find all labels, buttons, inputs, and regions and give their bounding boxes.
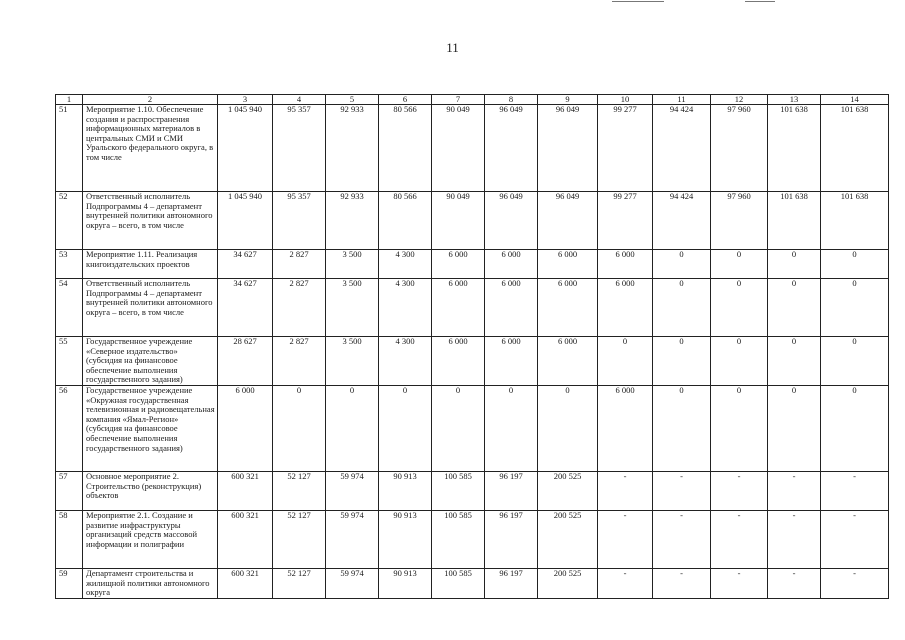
value-cell-col-12: -	[711, 569, 768, 599]
value-cell-col-14: 0	[821, 337, 889, 386]
value-cell-col-4: 2 827	[273, 279, 326, 337]
value-cell-col-12: 0	[711, 250, 768, 279]
table-row	[56, 386, 889, 472]
value-cell-col-12: 97 960	[711, 192, 768, 250]
value-cell-col-9: 6 000	[538, 337, 598, 386]
description-cell: Мероприятие 1.10. Обеспечение создания и распространения информационных материалов в центральных СМИ и СМИ Уральского федерального округа, в том числе	[83, 105, 218, 192]
value-cell-col-9: 96 049	[538, 105, 598, 192]
value-cell-col-10: -	[598, 569, 653, 599]
description-cell: Департамент строительства и жилищной политики автономного округа	[83, 569, 218, 599]
value-cell-col-10: 99 277	[598, 192, 653, 250]
value-cell-col-6: 4 300	[379, 279, 432, 337]
header-cell-col-9: 9	[538, 95, 598, 105]
table-row	[56, 250, 889, 279]
row-number-cell: 57	[56, 472, 83, 511]
value-cell-col-12: -	[711, 511, 768, 569]
value-cell-col-13: 101 638	[768, 192, 821, 250]
value-cell-col-4: 2 827	[273, 337, 326, 386]
value-cell-col-13: 0	[768, 250, 821, 279]
value-cell-col-9: 200 525	[538, 511, 598, 569]
value-cell-col-13: 0	[768, 386, 821, 472]
table-row	[56, 279, 889, 337]
value-cell-col-6: 4 300	[379, 250, 432, 279]
row-number-cell: 52	[56, 192, 83, 250]
value-cell-col-7: 90 049	[432, 192, 485, 250]
header-cell-col-5: 5	[326, 95, 379, 105]
value-cell-col-9: 0	[538, 386, 598, 472]
value-cell-col-10: 6 000	[598, 386, 653, 472]
value-cell-col-5: 3 500	[326, 279, 379, 337]
value-cell-col-11: 0	[653, 250, 711, 279]
value-cell-col-7: 6 000	[432, 337, 485, 386]
value-cell-col-6: 90 913	[379, 511, 432, 569]
header-cell-col-10: 10	[598, 95, 653, 105]
value-cell-col-7: 100 585	[432, 472, 485, 511]
value-cell-col-4: 0	[273, 386, 326, 472]
value-cell-col-13: -	[768, 569, 821, 599]
value-cell-col-9: 6 000	[538, 279, 598, 337]
value-cell-col-9: 200 525	[538, 472, 598, 511]
value-cell-col-8: 6 000	[485, 279, 538, 337]
value-cell-col-7: 100 585	[432, 511, 485, 569]
value-cell-col-10: 6 000	[598, 279, 653, 337]
header-cell-col-3: 3	[218, 95, 273, 105]
description-cell: Государственное учреждение «Северное издательство» (субсидия на финансовое обеспечение выполнения государственного задания)	[83, 337, 218, 386]
description-cell: Основное мероприятие 2. Строительство (реконструкция) объектов	[83, 472, 218, 511]
header-cell-col-2: 2	[83, 95, 218, 105]
description-cell: Ответственный исполнитель Подпрограммы 4 – департамент внутренней политики автономного округа – всего, в том числе	[83, 279, 218, 337]
table-body	[56, 95, 889, 599]
header-cell-col-1: 1	[56, 95, 83, 105]
value-cell-col-14: 101 638	[821, 105, 889, 192]
value-cell-col-12: 0	[711, 386, 768, 472]
value-cell-col-8: 96 049	[485, 105, 538, 192]
value-cell-col-10: 0	[598, 337, 653, 386]
value-cell-col-11: 94 424	[653, 192, 711, 250]
scan-mark-top-right	[612, 1, 664, 2]
header-cell-col-4: 4	[273, 95, 326, 105]
value-cell-col-6: 4 300	[379, 337, 432, 386]
row-number-cell: 54	[56, 279, 83, 337]
value-cell-col-6: 90 913	[379, 472, 432, 511]
value-cell-col-14: -	[821, 472, 889, 511]
value-cell-col-7: 90 049	[432, 105, 485, 192]
value-cell-col-9: 96 049	[538, 192, 598, 250]
value-cell-col-13: 0	[768, 279, 821, 337]
value-cell-col-12: -	[711, 472, 768, 511]
value-cell-col-12: 97 960	[711, 105, 768, 192]
value-cell-col-12: 0	[711, 337, 768, 386]
value-cell-col-8: 96 197	[485, 511, 538, 569]
header-row	[56, 95, 889, 105]
value-cell-col-8: 6 000	[485, 337, 538, 386]
value-cell-col-9: 200 525	[538, 569, 598, 599]
value-cell-col-5: 92 933	[326, 192, 379, 250]
row-number-cell: 55	[56, 337, 83, 386]
value-cell-col-5: 3 500	[326, 250, 379, 279]
value-cell-col-11: 0	[653, 386, 711, 472]
value-cell-col-10: -	[598, 472, 653, 511]
value-cell-col-3: 600 321	[218, 569, 273, 599]
header-cell-col-14: 14	[821, 95, 889, 105]
value-cell-col-13: -	[768, 472, 821, 511]
value-cell-col-11: 0	[653, 279, 711, 337]
page-number: 11	[446, 40, 459, 55]
row-number-cell: 59	[56, 569, 83, 599]
value-cell-col-3: 1 045 940	[218, 192, 273, 250]
table-row	[56, 337, 889, 386]
value-cell-col-7: 100 585	[432, 569, 485, 599]
description-cell: Государственное учреждение «Окружная государственная телевизионная и радиовещательная компания «Ямал-Регион» (субсидия на финансовое обеспечение выполнения государственного задания)	[83, 386, 218, 472]
value-cell-col-7: 6 000	[432, 250, 485, 279]
value-cell-col-13: 0	[768, 337, 821, 386]
value-cell-col-13: 101 638	[768, 105, 821, 192]
value-cell-col-11: -	[653, 569, 711, 599]
value-cell-col-10: 99 277	[598, 105, 653, 192]
row-number-cell: 53	[56, 250, 83, 279]
table-row	[56, 569, 889, 599]
value-cell-col-14: -	[821, 511, 889, 569]
value-cell-col-6: 90 913	[379, 569, 432, 599]
value-cell-col-10: -	[598, 511, 653, 569]
value-cell-col-12: 0	[711, 279, 768, 337]
value-cell-col-9: 6 000	[538, 250, 598, 279]
value-cell-col-3: 1 045 940	[218, 105, 273, 192]
row-number-cell: 58	[56, 511, 83, 569]
budget-table	[55, 94, 889, 599]
value-cell-col-6: 80 566	[379, 192, 432, 250]
value-cell-col-3: 28 627	[218, 337, 273, 386]
value-cell-col-13: -	[768, 511, 821, 569]
value-cell-col-6: 80 566	[379, 105, 432, 192]
value-cell-col-11: -	[653, 511, 711, 569]
description-cell: Ответственный исполнитель Подпрограммы 4 – департамент внутренней политики автономного округа – всего, в том числе	[83, 192, 218, 250]
value-cell-col-3: 600 321	[218, 511, 273, 569]
value-cell-col-8: 96 049	[485, 192, 538, 250]
value-cell-col-10: 6 000	[598, 250, 653, 279]
table-row	[56, 192, 889, 250]
value-cell-col-3: 34 627	[218, 250, 273, 279]
value-cell-col-8: 0	[485, 386, 538, 472]
value-cell-col-8: 96 197	[485, 472, 538, 511]
value-cell-col-4: 52 127	[273, 472, 326, 511]
table-row	[56, 511, 889, 569]
table-row	[56, 105, 889, 192]
value-cell-col-11: 94 424	[653, 105, 711, 192]
value-cell-col-14: -	[821, 569, 889, 599]
value-cell-col-5: 59 974	[326, 569, 379, 599]
row-number-cell: 51	[56, 105, 83, 192]
description-cell: Мероприятие 2.1. Создание и развитие инфраструктуры организаций средств массовой информации и полиграфии	[83, 511, 218, 569]
value-cell-col-5: 59 974	[326, 511, 379, 569]
header-cell-col-8: 8	[485, 95, 538, 105]
table-row	[56, 472, 889, 511]
header-cell-col-7: 7	[432, 95, 485, 105]
value-cell-col-4: 52 127	[273, 569, 326, 599]
value-cell-col-4: 52 127	[273, 511, 326, 569]
value-cell-col-4: 95 357	[273, 192, 326, 250]
header-cell-col-11: 11	[653, 95, 711, 105]
value-cell-col-3: 34 627	[218, 279, 273, 337]
scan-mark-top-right-2	[745, 1, 775, 2]
value-cell-col-4: 95 357	[273, 105, 326, 192]
value-cell-col-3: 6 000	[218, 386, 273, 472]
value-cell-col-5: 92 933	[326, 105, 379, 192]
value-cell-col-11: 0	[653, 337, 711, 386]
value-cell-col-14: 0	[821, 386, 889, 472]
value-cell-col-14: 0	[821, 250, 889, 279]
value-cell-col-8: 96 197	[485, 569, 538, 599]
row-number-cell: 56	[56, 386, 83, 472]
value-cell-col-8: 6 000	[485, 250, 538, 279]
header-cell-col-6: 6	[379, 95, 432, 105]
value-cell-col-7: 6 000	[432, 279, 485, 337]
value-cell-col-6: 0	[379, 386, 432, 472]
value-cell-col-11: -	[653, 472, 711, 511]
value-cell-col-7: 0	[432, 386, 485, 472]
value-cell-col-5: 3 500	[326, 337, 379, 386]
header-cell-col-12: 12	[711, 95, 768, 105]
header-cell-col-13: 13	[768, 95, 821, 105]
value-cell-col-5: 59 974	[326, 472, 379, 511]
value-cell-col-4: 2 827	[273, 250, 326, 279]
value-cell-col-14: 101 638	[821, 192, 889, 250]
value-cell-col-5: 0	[326, 386, 379, 472]
value-cell-col-14: 0	[821, 279, 889, 337]
value-cell-col-3: 600 321	[218, 472, 273, 511]
description-cell: Мероприятие 1.11. Реализация книгоиздательских проектов	[83, 250, 218, 279]
